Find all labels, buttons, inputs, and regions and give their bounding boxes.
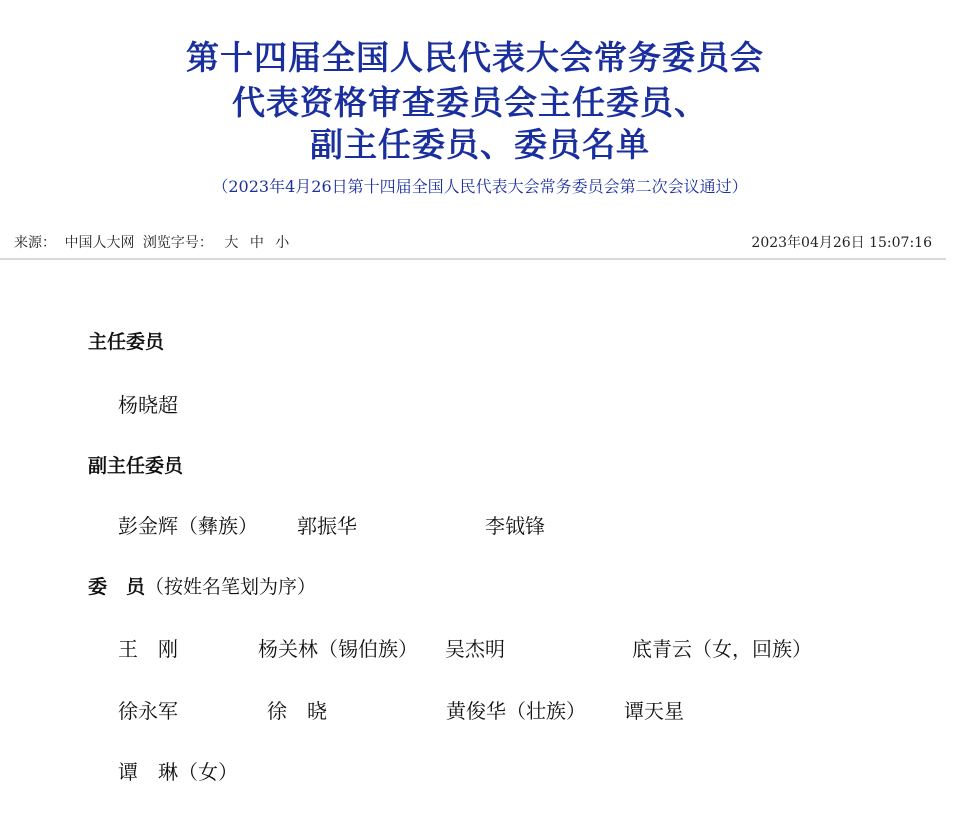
- vice-chair-name: 郭振华: [297, 514, 357, 538]
- source-name: 中国人大网: [64, 235, 135, 251]
- member-name: 王 刚: [118, 637, 178, 661]
- font-size-small-button[interactable]: 小: [275, 235, 290, 251]
- chair-name: 杨晓超: [118, 393, 178, 417]
- member-name: 谭 琳（女）: [118, 760, 238, 784]
- source-label: 来源：: [14, 235, 56, 251]
- member-name: 徐 晓: [267, 699, 327, 723]
- members-order-note: （按姓名笔划为序）: [145, 576, 317, 598]
- vice-chair-name: 李钺锋: [485, 514, 545, 538]
- section-heading-vice-chairs: 副主任委员: [88, 455, 184, 477]
- member-name: 杨关林（锡伯族）: [258, 637, 418, 661]
- meta-left: [14, 230, 293, 256]
- section-heading-members: [88, 574, 316, 600]
- member-name: 黄俊华（壮族）: [446, 699, 586, 723]
- font-size-large-button[interactable]: 大: [224, 235, 239, 251]
- member-name: 底青云（女，回族）: [632, 637, 812, 661]
- page-title-line-1: 第十四届全国人民代表大会常务委员会: [186, 38, 764, 77]
- member-name: 吴杰明: [445, 637, 505, 661]
- member-name: 谭天星: [624, 699, 684, 723]
- members-heading-label: 委 员: [88, 576, 146, 598]
- adoption-note: （2023年4月26日第十四届全国人民代表大会常务委员会第二次会议通过）: [212, 177, 748, 196]
- article-meta-bar: [0, 230, 946, 260]
- publish-datetime: 2023年04月26日 15:07:16: [751, 235, 932, 251]
- vice-chair-name: 彭金辉（彝族）: [118, 514, 258, 538]
- section-heading-chair: 主任委员: [88, 331, 165, 353]
- member-name: 徐永军: [118, 699, 178, 723]
- page-title-line-3: 副主任委员、委员名单: [310, 125, 650, 164]
- font-size-medium-button[interactable]: 中: [249, 235, 264, 251]
- font-size-label: 浏览字号：: [142, 235, 213, 251]
- page-title-line-2: 代表资格审查委员会主任委员、: [232, 83, 708, 122]
